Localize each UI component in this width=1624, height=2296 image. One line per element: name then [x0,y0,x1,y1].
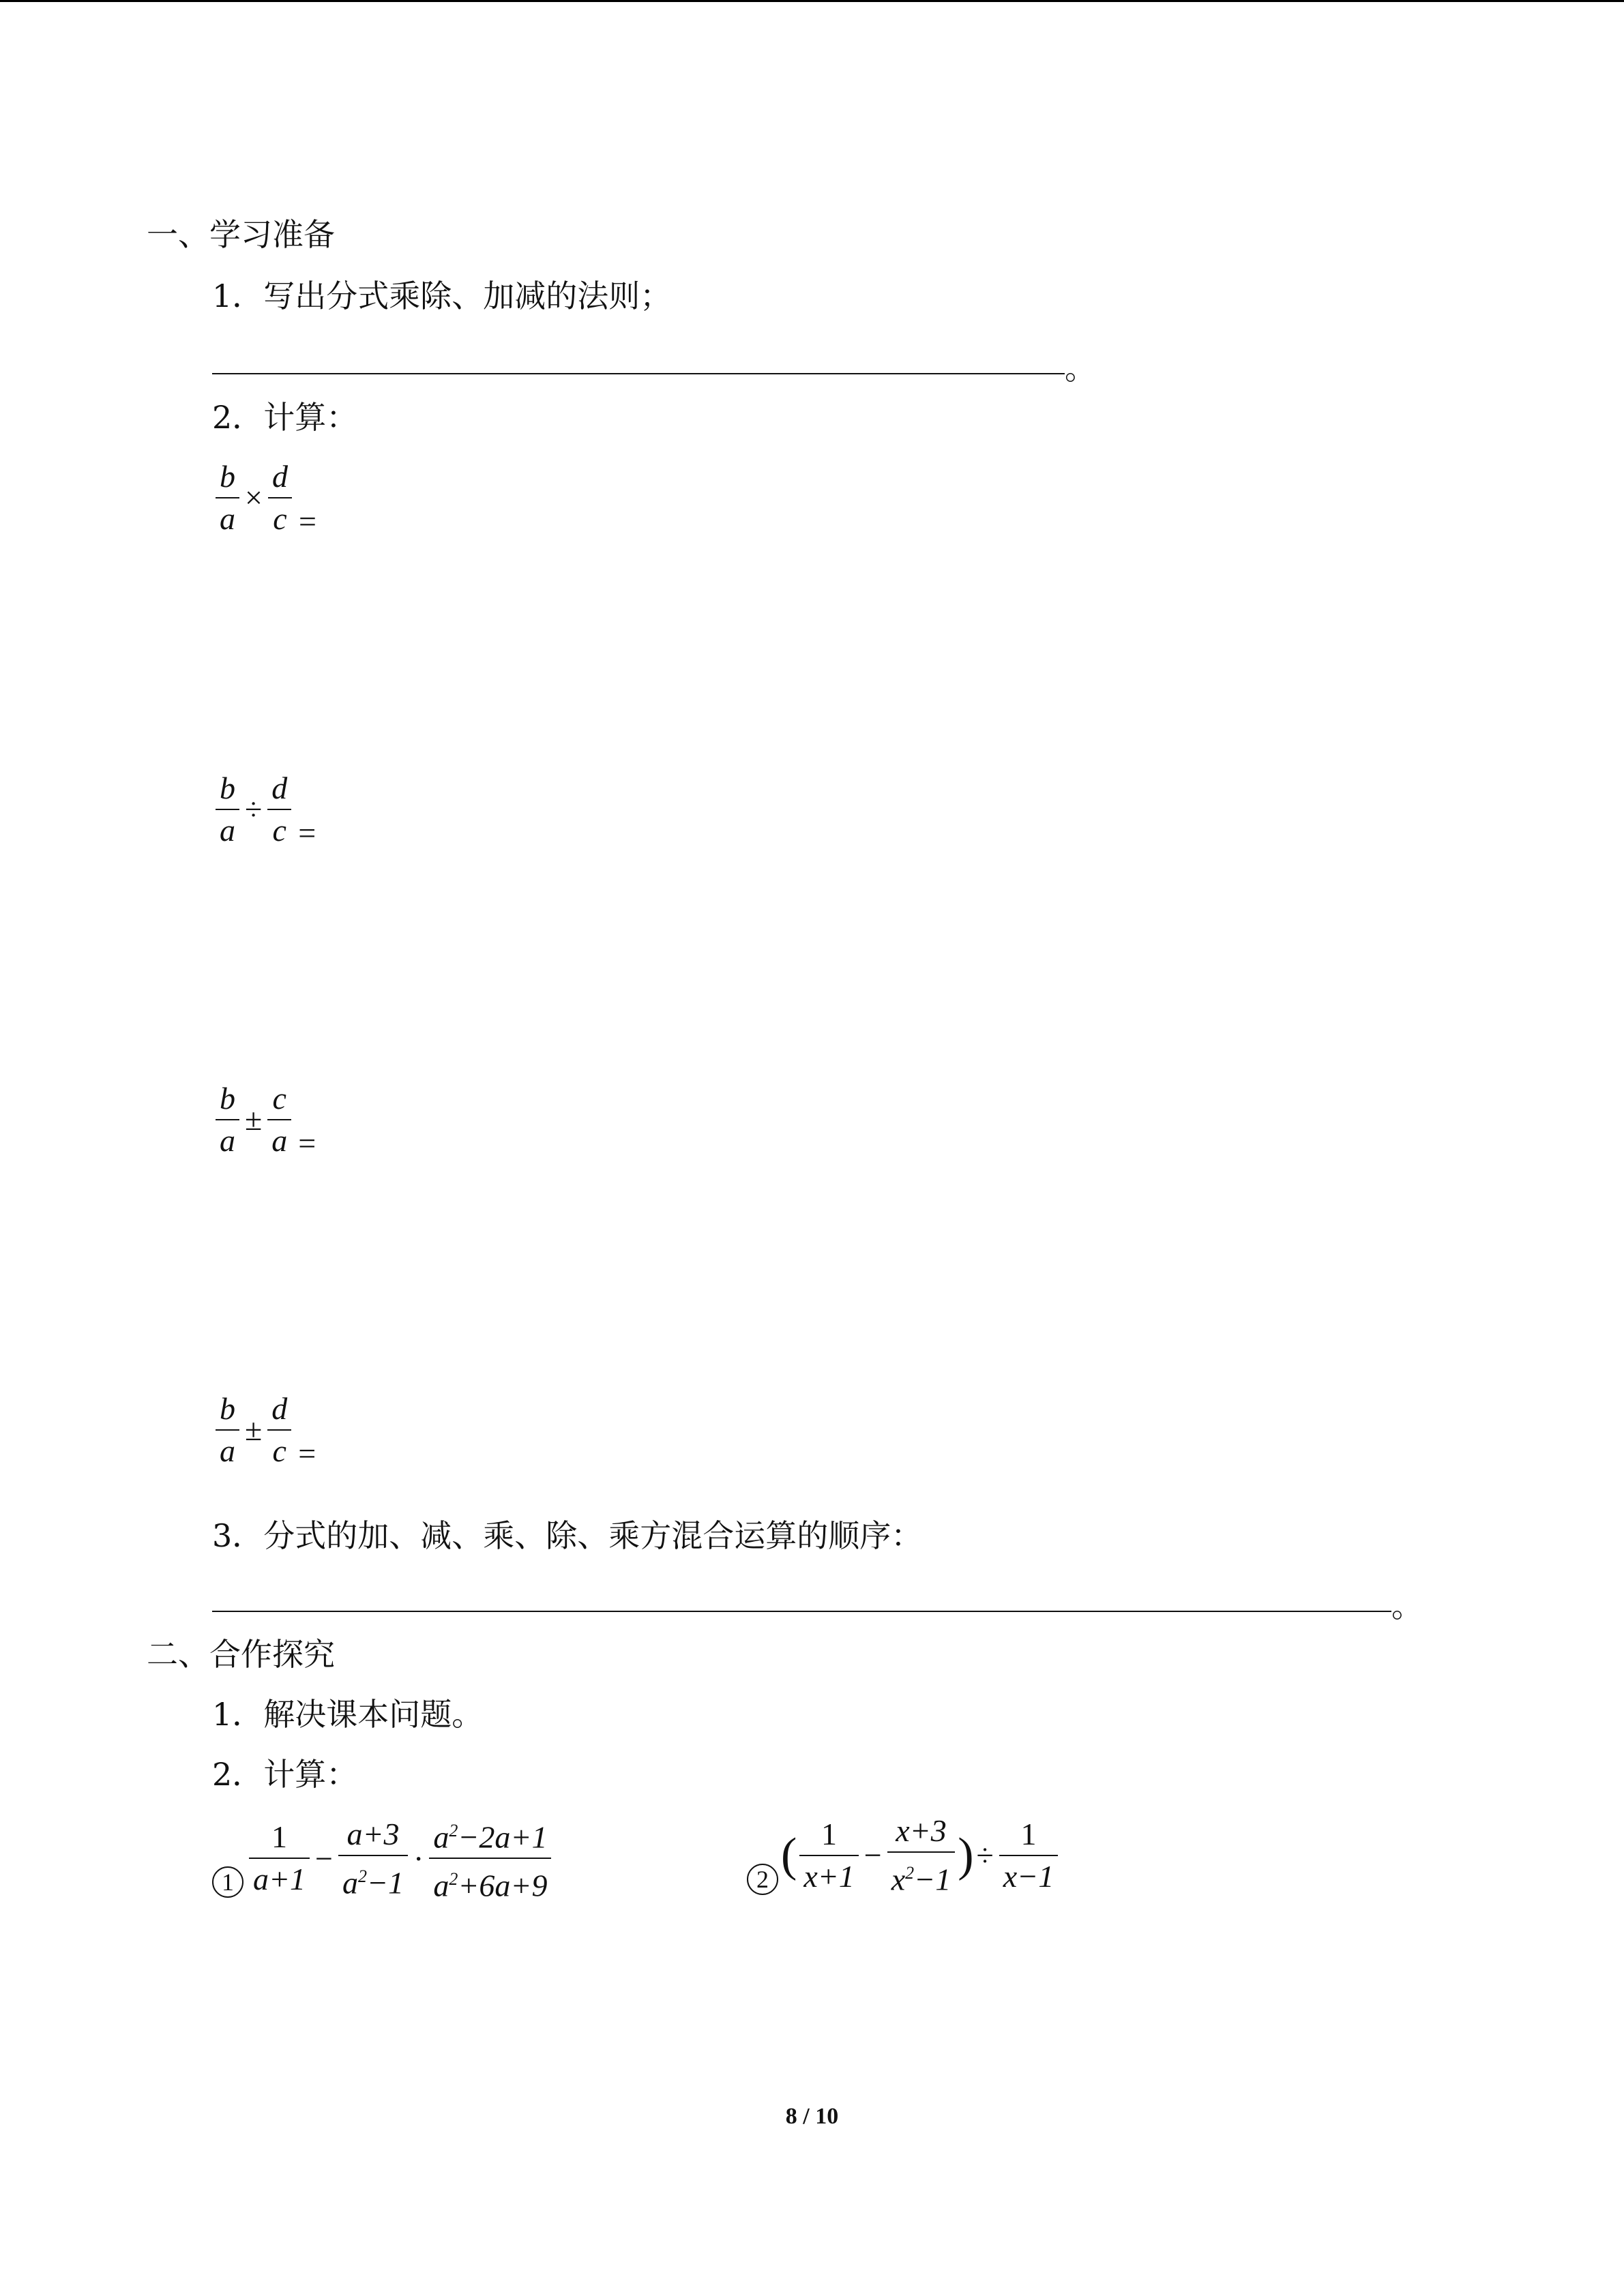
denominator: $a^2+6a+9$ [433,1868,548,1903]
problem-1 [212,1810,554,1907]
equals: = [298,1126,316,1161]
answer-line-1[interactable] [212,373,1065,374]
operator: ÷ [976,1838,994,1873]
operator: ± [245,1412,263,1447]
numerator: d [271,770,288,805]
numerator: c [272,1080,286,1116]
denominator: a [220,501,235,536]
expression-different-denominator [213,1388,316,1472]
denominator: $x^2-1$ [891,1862,951,1897]
equals: = [298,504,316,539]
question-2-1: 1．解决课本问题。 [212,1696,484,1733]
numerator: b [220,1390,235,1426]
numerator: 1 [821,1816,838,1851]
left-paren: ( [781,1828,797,1881]
denominator: c [272,1433,286,1468]
numerator: b [220,458,235,494]
numerator: d [271,1390,288,1426]
denominator: a [220,1433,235,1468]
numerator: a+3 [346,1816,400,1851]
page-number: 8 / 10 [785,2104,839,2129]
denominator: c [273,501,287,536]
top-border [0,0,1624,2]
equals: = [298,816,316,850]
period: 。 [1065,350,1096,387]
denominator: x−1 [1003,1858,1054,1894]
section-heading-1: 一、学习准备 [147,216,335,253]
numerator: $a^2-2a+1$ [433,1819,548,1855]
denominator: a [220,1122,235,1158]
answer-line-3[interactable] [212,1611,1391,1612]
question-3: 3．分式的加、减、乘、除、乘方混合运算的顺序： [212,1517,923,1554]
expression-divide [213,767,316,851]
operator: − [863,1838,882,1873]
expression-multiply [213,456,316,539]
question-1: 1．写出分式乘除、加减的法则； [212,278,672,314]
section-heading-2: 二、合作探究 [147,1636,335,1673]
operator: − [315,1840,333,1876]
problem-2 [747,1810,1061,1900]
operator: · [413,1840,424,1876]
question-2: 2．计算： [212,399,358,436]
circled-number-1: 1 [212,1866,243,1898]
circled-number-2: 2 [747,1864,778,1895]
numerator: b [220,1080,235,1116]
denominator: x+1 [803,1858,855,1894]
operator: ÷ [245,792,263,826]
denominator: a [220,812,235,848]
denominator: c [272,812,286,848]
numerator: x+3 [896,1813,947,1848]
denominator: $a^2-1$ [342,1864,404,1900]
denominator: a [271,1122,288,1158]
expression-same-denominator [213,1077,316,1161]
question-2-2: 2．计算： [212,1756,358,1793]
period: 。 [1391,1587,1423,1624]
equals: = [298,1436,316,1471]
right-paren: ) [958,1828,974,1881]
numerator: d [271,458,288,494]
denominator: a+1 [253,1862,306,1897]
numerator: b [220,770,235,805]
numerator: 1 [1020,1816,1037,1851]
operator: × [245,480,263,515]
numerator: 1 [271,1819,288,1855]
operator: ± [245,1102,263,1137]
